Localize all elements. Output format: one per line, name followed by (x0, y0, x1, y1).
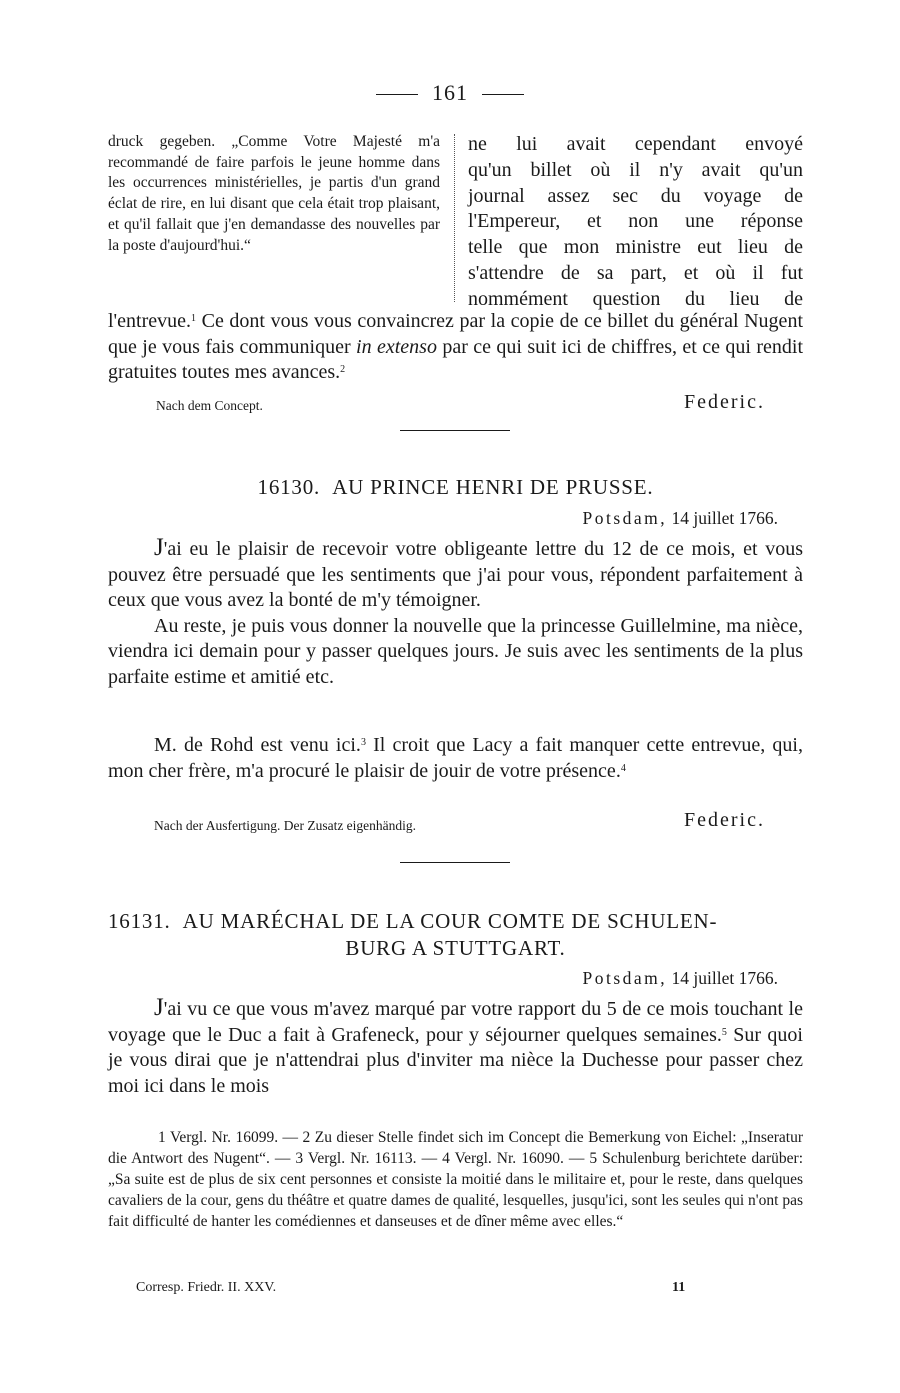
footnote-ref: 2 (340, 364, 346, 375)
continuation-text: par ce qui suit ici de chiffres, et ce qui rendit gratuites toutes mes avances. (108, 335, 803, 383)
column-line: ne lui avait cependant envoyé (468, 133, 803, 155)
letter-postscript (108, 733, 803, 784)
paragraph-text: 'ai eu le plaisir de recevoir votre obligeante lettre du 12 de ce mois, et vous pouvez être persuadé que les sentiments que j'ai pour vous, répondent parfaitement à ceux que vous avez la bonté de m'y témoigner. (108, 538, 803, 611)
main-column (468, 132, 803, 313)
top-continuation (108, 309, 803, 386)
paragraph-text: Il croit que Lacy a fait manquer cette entrevue, qui, mon cher frère, m'a procuré le plaisir de jouir de votre présence. (108, 734, 803, 782)
italic-phrase: in extenso (356, 335, 437, 358)
section-rule (400, 862, 510, 863)
source-note: Nach der Ausfertigung. Der Zusatz eigenhändig. (154, 818, 417, 833)
paragraph-text: Sur quoi je vous dirai que je n'attendrai plus d'inviter ma nièce la Duchesse pour passer chez moi ici dans le mois (108, 1023, 803, 1097)
paragraph: Au reste, je puis vous donner la nouvelle que la princesse Guillelmine, ma nièce, viendra ici demain pour y passer quelques jours. Je suis avec les sentiments de la plus parfaite estime et amitié etc. (108, 614, 803, 688)
signature-mark: 11 (672, 1280, 686, 1295)
column-line: qu'un billet où il n'y avait qu'un (468, 158, 803, 181)
column-line: journal assez sec du voyage de (468, 184, 803, 207)
date-value: 14 juillet 1766. (671, 968, 778, 988)
letter-heading (108, 908, 803, 935)
letter-title: AU MARÉCHAL DE LA COUR COMTE DE SCHULEN- (182, 909, 718, 933)
letter-number: 16130. (257, 475, 321, 499)
side-note: druck gegeben. „Comme Votre Majesté m'a recommandé de faire parfois le jeune homme dans les occurrences ministérielles, je partis d'un grand éclat de rire, en lui disant que cela était trop plaisant, et qu'il fallait que j'en demandasse des nouvelles par la poste d'aujourd'hui.“ (108, 133, 440, 254)
footnote-ref: 5 (721, 1026, 727, 1038)
footnote-ref: 1 (191, 313, 197, 324)
continuation-text: l'entrevue. (108, 310, 192, 332)
letter-title-continued: BURG A STUTTGART. (345, 936, 566, 960)
header-rule-right (482, 94, 524, 95)
page-number: 161 (432, 80, 468, 105)
date-value: 14 juillet 1766. (671, 508, 778, 528)
signature: Federic. (684, 391, 765, 413)
date-place: Potsdam, (582, 968, 668, 988)
volume-line: Corresp. Friedr. II. XXV. (136, 1280, 277, 1295)
paragraph-text: 'ai vu ce que vous m'avez marqué par votre rapport du 5 de ce mois touchant le voyage que le Duc a fait à Grafeneck, pour y séjourner quelques semaines. (108, 998, 803, 1046)
source-note: Nach dem Concept. (156, 398, 263, 413)
column-line: nommément question du lieu de (468, 287, 803, 310)
footnote-text: 1 Vergl. Nr. 16099. — 2 Zu dieser Stelle findet sich im Concept die Bemerkung von Eichel: „Inseratur die Antwort des Nugent“. — 3 Vergl. Nr. 16113. — 4 Vergl. Nr. 16090. — 5 Schulenburg berichtete darüber: „Sa suite est de plus de six cent personnes et consiste la moitié dans le militaire et, pour le reste, dans quelques cavaliers de la cour, gens du théâtre et quatre dames de qualité, lesquelles, jusqu'ici, sont les seules qui n'ont pas fait difficulté de hanter les comédiennes et danseuses et de dîner même avec elles.“ (108, 1129, 803, 1230)
signature: Federic. (684, 809, 765, 831)
letter-date (583, 968, 779, 989)
paragraph-text: M. de Rohd est venu ici. (154, 734, 361, 756)
column-line: l'Empereur, et non une réponse (468, 210, 803, 233)
paragraph (108, 535, 803, 614)
footnotes (108, 1127, 803, 1232)
continuation-paragraph (108, 309, 803, 386)
paragraph (108, 733, 803, 784)
continuation-text: Ce dont vous vous convaincrez par la copie de ce billet du général Nugent que je vous fais communiquer (108, 310, 803, 358)
header-rule-left (376, 94, 418, 95)
footnote-ref: 4 (620, 762, 626, 774)
letter-body (108, 995, 803, 1099)
letter-date (583, 508, 779, 529)
letter-number: 16131. (108, 909, 171, 933)
letter-heading (108, 474, 803, 501)
date-place: Potsdam, (582, 508, 668, 528)
column-line: s'attendre de sa part, et où il fut (468, 261, 803, 284)
section-rule (400, 430, 510, 431)
column-line: telle que mon ministre eut lieu de (468, 236, 803, 259)
top-column-block (108, 132, 803, 310)
paragraph (108, 995, 803, 1099)
column-divider (454, 134, 455, 302)
letter-title: AU PRINCE HENRI DE PRUSSE. (332, 475, 654, 499)
page-header (0, 80, 900, 106)
letter-body (108, 535, 803, 690)
initial-letter: J (154, 994, 164, 1021)
footnote-ref: 3 (360, 737, 366, 748)
initial-letter: J (154, 534, 164, 561)
